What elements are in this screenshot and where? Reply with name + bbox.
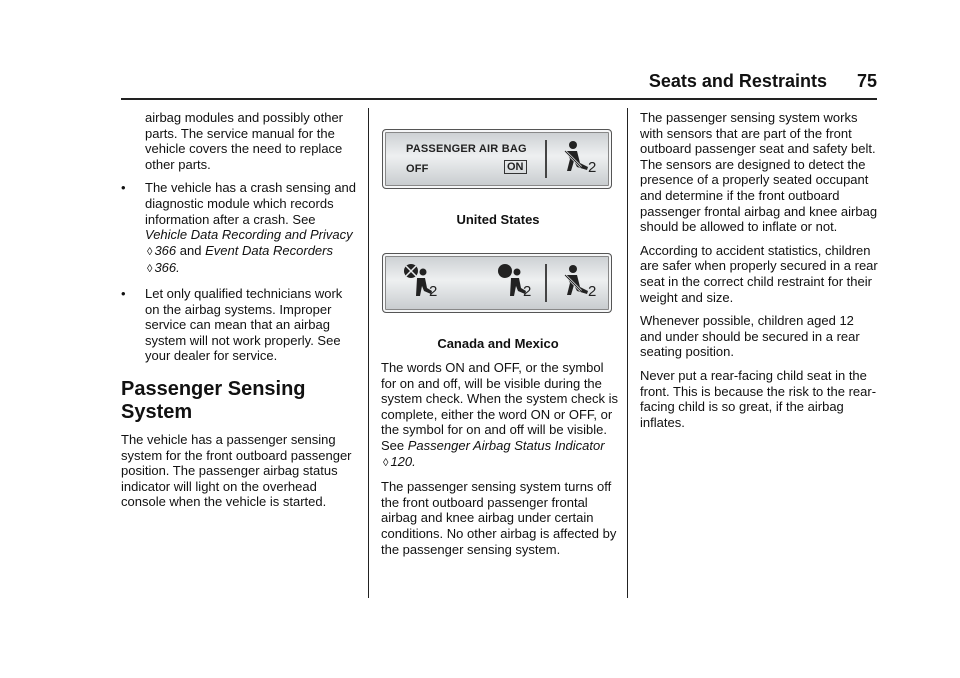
continued-paragraph: airbag modules and possibly other parts. The service manual for the vehicle covers the need to replace other parts. — [145, 110, 344, 172]
page-number: 75 — [856, 71, 877, 91]
airbag-off-icon — [397, 263, 433, 303]
panel-label-on: ON — [504, 160, 527, 174]
panel-label-passenger-air-bag: PASSENGER AIR BAG — [406, 143, 527, 155]
bullet-marker: • — [121, 285, 126, 301]
page-ref[interactable]: 120. — [390, 453, 416, 469]
caption-canada-mexico: Canada and Mexico — [437, 336, 559, 351]
seat-number: 2 — [588, 283, 597, 300]
bullet-item: • Let only qualified technicians work on the airbag systems. Improper service can mean that an airbag system will not work properly. See your dealer for service. — [121, 285, 343, 364]
seat-number: 2 — [588, 159, 597, 176]
seat-number: 2 — [523, 283, 532, 300]
page-ref-icon: ◊ — [383, 456, 389, 469]
column-3 — [640, 110, 878, 438]
panel-divider — [545, 140, 547, 178]
bullet-marker: • — [121, 180, 126, 196]
xref-link[interactable]: Event Data Recorders — [205, 242, 333, 258]
section-heading: Passenger Sensing System — [121, 377, 306, 423]
page-header — [0, 62, 877, 92]
airbag-on-icon — [491, 263, 527, 303]
panel-divider — [545, 264, 547, 302]
caption-us: United States — [456, 212, 540, 227]
bullet-item: • The vehicle has a crash sensing and diagnostic module which records information after a crash. See Vehicle Data Recording and Privacy ◊ 366 and Event Data Recorders ◊ 366. — [121, 180, 356, 278]
seat-number: 2 — [429, 283, 438, 300]
column-1 — [121, 110, 356, 518]
page-ref-icon: ◊ — [147, 245, 153, 258]
column-divider-1 — [368, 108, 369, 598]
airbag-indicator-panel-ca — [382, 253, 612, 313]
panel-label-off: OFF — [406, 163, 429, 175]
header-rule — [121, 98, 877, 100]
body-paragraph: According to accident statistics, children are safer when properly secured in a rear seat in the correct child restraint for their weight and size. — [640, 242, 878, 305]
body-paragraph: Never put a rear-facing child seat in the front. This is because the risk to the rear-facing child is so great, if the airbag inflates. — [640, 367, 877, 430]
xref-link[interactable]: Vehicle Data Recording and Privacy — [145, 227, 353, 243]
column-2-text — [381, 360, 619, 565]
column-divider-2 — [627, 108, 628, 598]
body-paragraph: Whenever possible, children aged 12 and under should be secured in a rear seating position. — [640, 313, 860, 360]
section-title: Seats and Restraints — [648, 71, 827, 91]
airbag-indicator-panel-us — [382, 129, 612, 189]
column-2 — [381, 110, 619, 600]
page-ref[interactable]: 366. — [154, 260, 180, 276]
body-paragraph: The vehicle has a passenger sensing system for the front outboard passenger position. The passenger airbag status indicator will light on the overhead console when the vehicle is started. — [121, 431, 352, 510]
page-ref[interactable]: 366 — [154, 242, 177, 258]
xref-link[interactable]: Passenger Airbag Status Indicator — [407, 437, 605, 453]
page-ref-icon: ◊ — [147, 263, 153, 276]
body-paragraph: The passenger sensing system turns off the front outboard passenger frontal airbag and knee airbag under certain conditions. No other airbag is affected by the passenger sensing system. — [381, 479, 617, 557]
body-paragraph: The passenger sensing system works with sensors that are part of the front outboard passenger seat and safety belt. The sensors are designed to detect the presence of a properly seated occupant and determine if the front outboard passenger frontal airbag and knee airbag should be allowed to inflate or not. — [640, 110, 878, 235]
body-paragraph: The words ON and OFF, or the symbol for on and off, will be visible during the system check. When the system check is complete, either the word ON or OFF, or the symbol for on and off will be visible. See Passenger Airbag Status Indicator ◊ 120. — [381, 360, 618, 469]
